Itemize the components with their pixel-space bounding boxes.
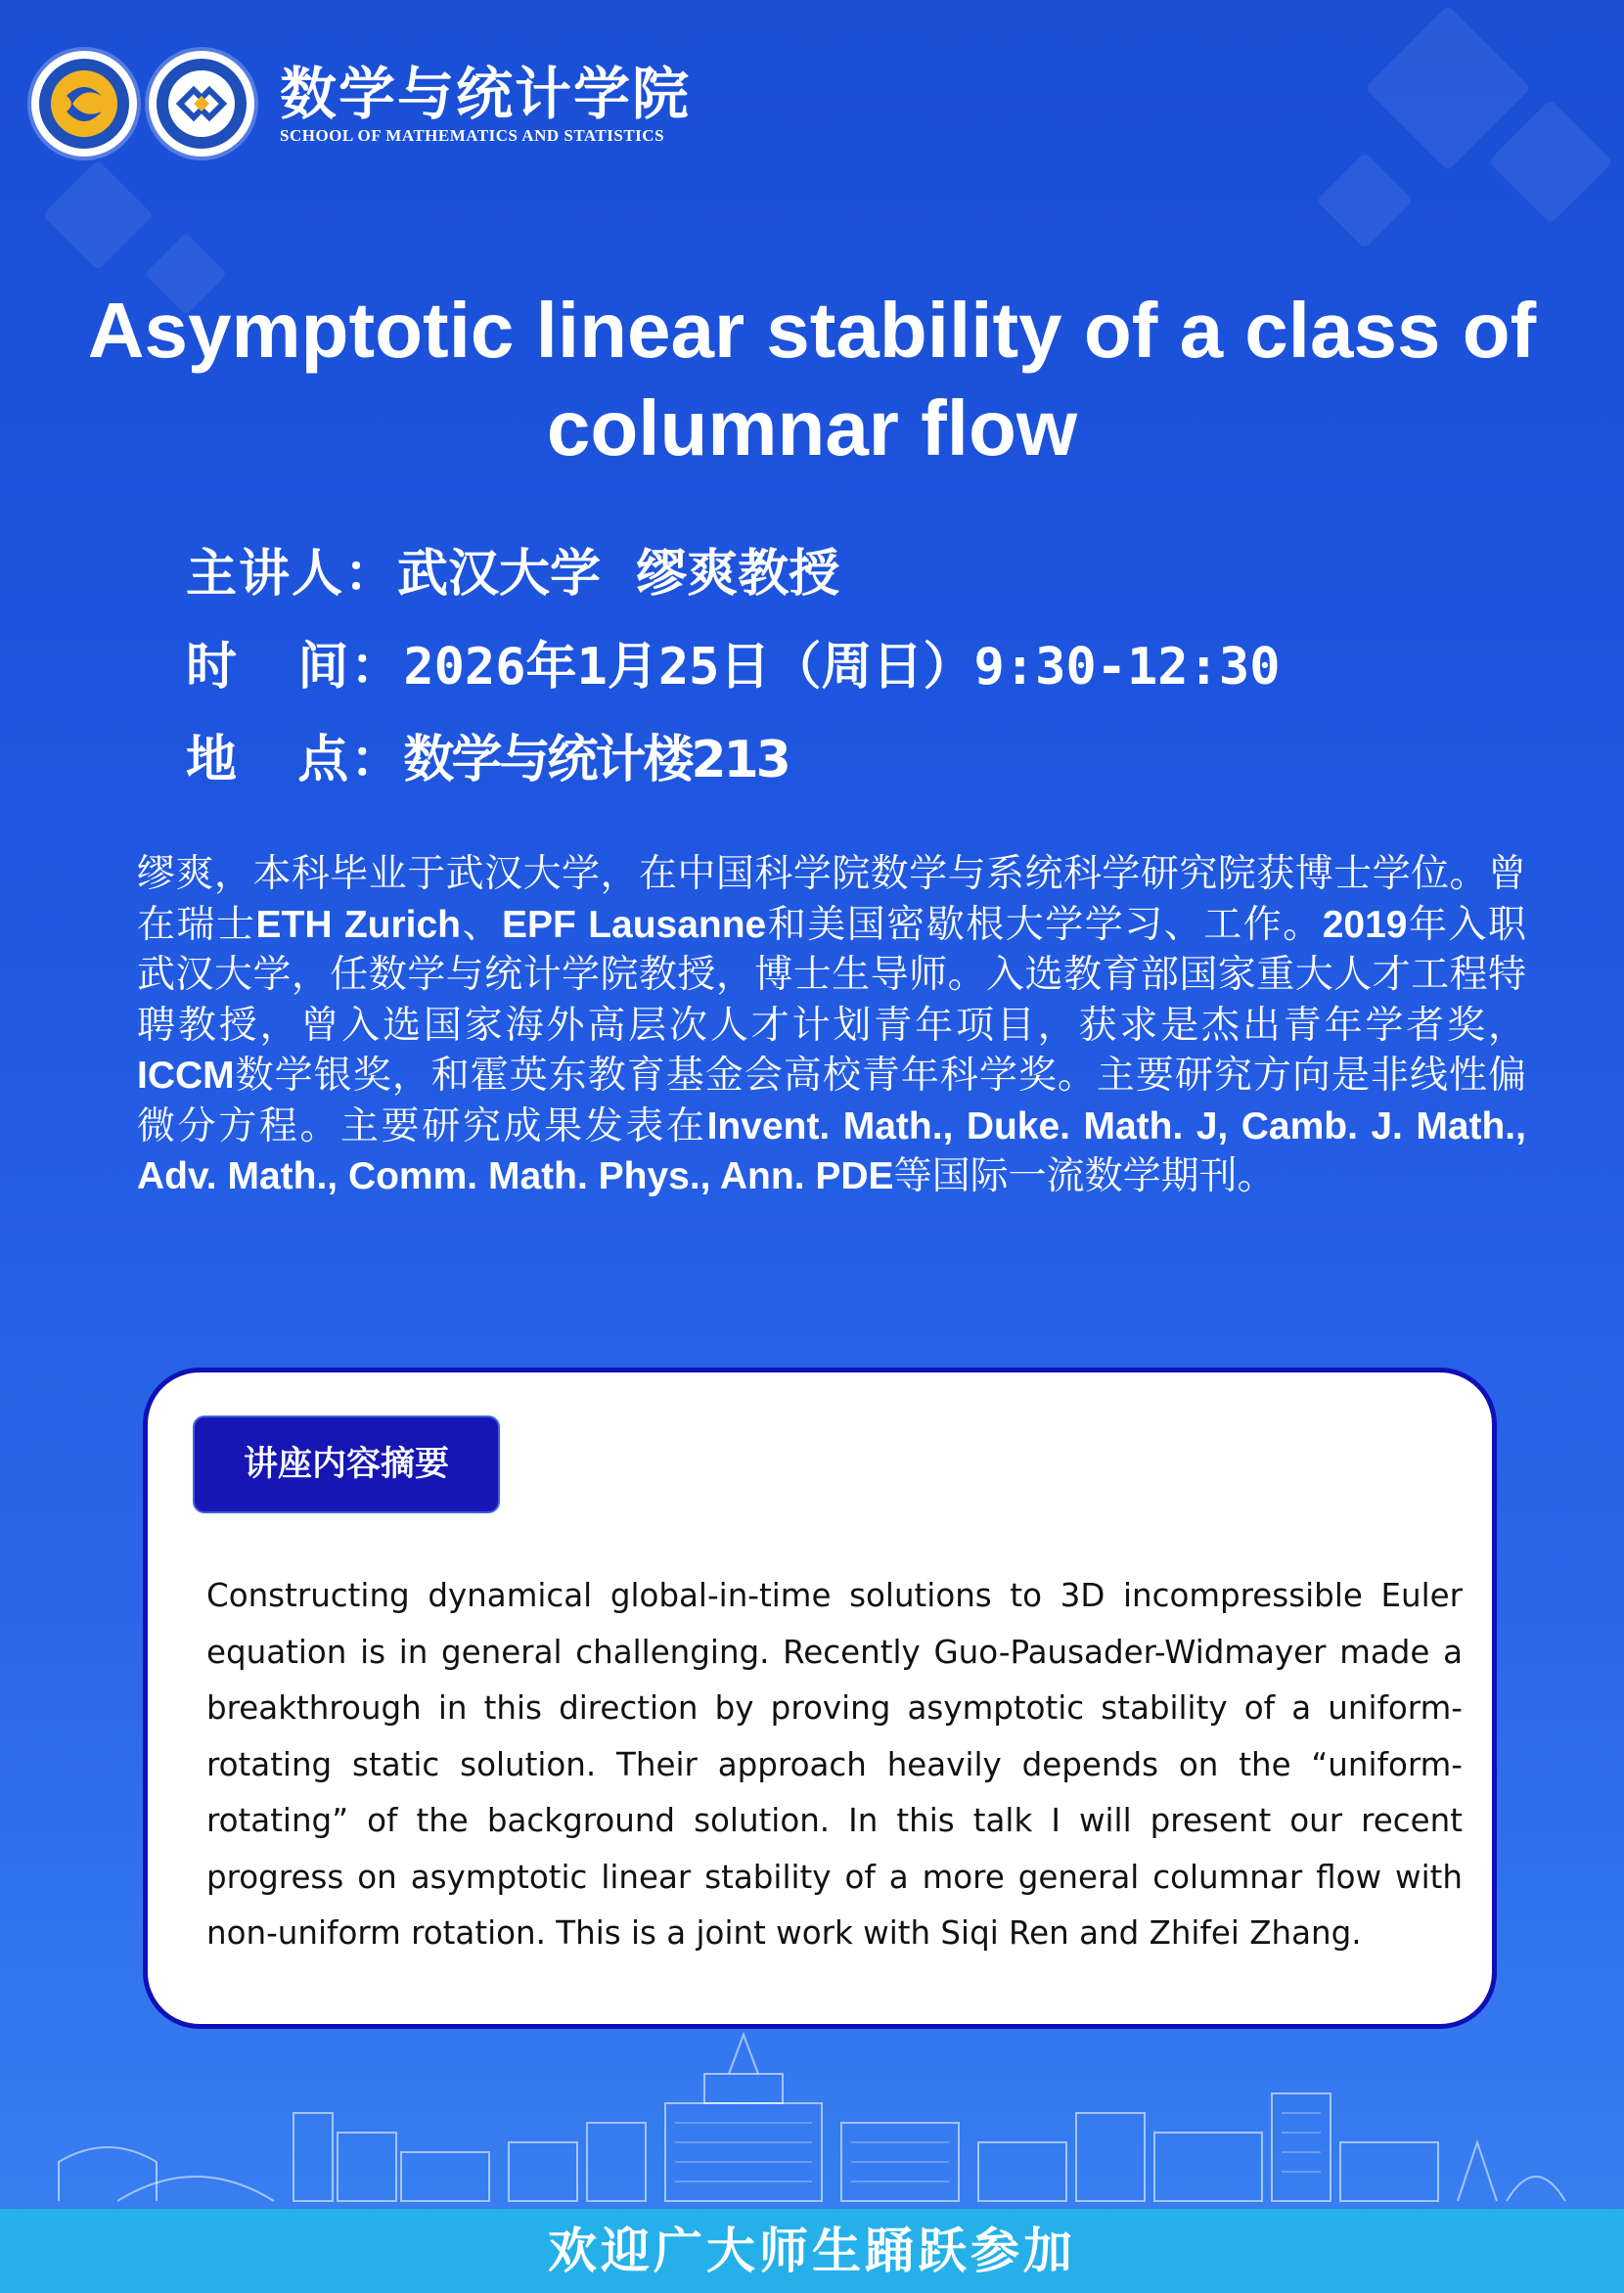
abstract-text: Constructing dynamical global-in-time solutions to 3D incompressible Euler equation is in general challenging. Recently Guo-Pausader-Widmayer made a breakthrough in this direction by proving asymptotic stability of a uniform-rotating static solution. Their approach heavily depends on the “uniform-rotating” of the background solution. In this talk I will present our recent progress on asymptotic linear stability of a more general columnar flow with non-uniform rotation. This is a joint work with Siqi Ren and Zhifei Zhang. [206,1577,1463,1952]
lecture-title-line-1: Asymptotic linear stability of a class of [87,287,1537,374]
place-row [186,714,1281,807]
school-name-cn: 数学与统计学院 [280,61,692,127]
place-value: 数学与统计楼213 [403,731,789,789]
school-emblem-icon [155,57,248,151]
speaker-row [186,528,1281,621]
bio-text-bold: 2019 [1322,903,1408,946]
lecture-title-line-2: columnar flow [546,384,1078,472]
bio-text: 和美国密歇根大学学习、工作。 [766,903,1323,946]
bio-text: 数学银奖，和霍英东教育基金会高校青年科学奖。主要研究方向是非线性偏微分方程。主要研究成果发表在 [137,1055,1526,1147]
bio-text-bold: ETH Zurich [255,903,462,946]
place-label: 地 点： [186,731,404,789]
bio-text-bold: EPF Lausanne [502,903,767,946]
abstract-tag: 讲座内容摘要 [193,1416,500,1513]
university-emblem-icon [37,57,131,151]
abstract-card [143,1368,1497,2029]
bio-text-bold: Invent. Math., Duke. Math. J, Camb. J. Math., Adv. Math., Comm. Math. Phys., Ann. PDE [137,1104,1526,1197]
background-decoration [1488,99,1612,223]
bio-text: 缪爽，本科毕业于武汉大学，在中国科学院数学与系统科学研究院获博士学位。曾在瑞士 [137,853,1526,946]
background-decoration [42,159,153,270]
time-label: 时 间： [186,638,404,697]
school-logo [149,51,254,157]
time-value: 2026年1月25日（周日）9:30-12:30 [403,638,1281,697]
bio-text: 等国际一流数学期刊。 [893,1155,1276,1197]
background-decoration [1317,153,1414,249]
lecture-title [78,282,1546,477]
lecture-info [186,528,1281,807]
bio-text: 年入职武汉大学，任数学与统计学院教授，博士生导师。入选教育部国家重大人才工程特聘教授，曾入选国家海外高层次人才计划青年项目，获求是杰出青年学者奖， [137,903,1526,1047]
time-row [186,621,1281,714]
bio-text: 、 [461,903,503,946]
bio-text-bold: ICCM [137,1055,235,1097]
footer-banner: 欢迎广大师生踊跃参加 [0,2209,1624,2293]
speaker-label: 主讲人： [186,545,398,604]
header [31,47,691,160]
speaker-value: 武汉大学 缪爽教授 [397,545,840,604]
school-name-en: SCHOOL OF MATHEMATICS AND STATISTICS [280,126,665,145]
campus-skyline-illustration [0,2015,1624,2211]
speaker-bio [137,849,1526,1202]
university-logo [31,51,137,157]
